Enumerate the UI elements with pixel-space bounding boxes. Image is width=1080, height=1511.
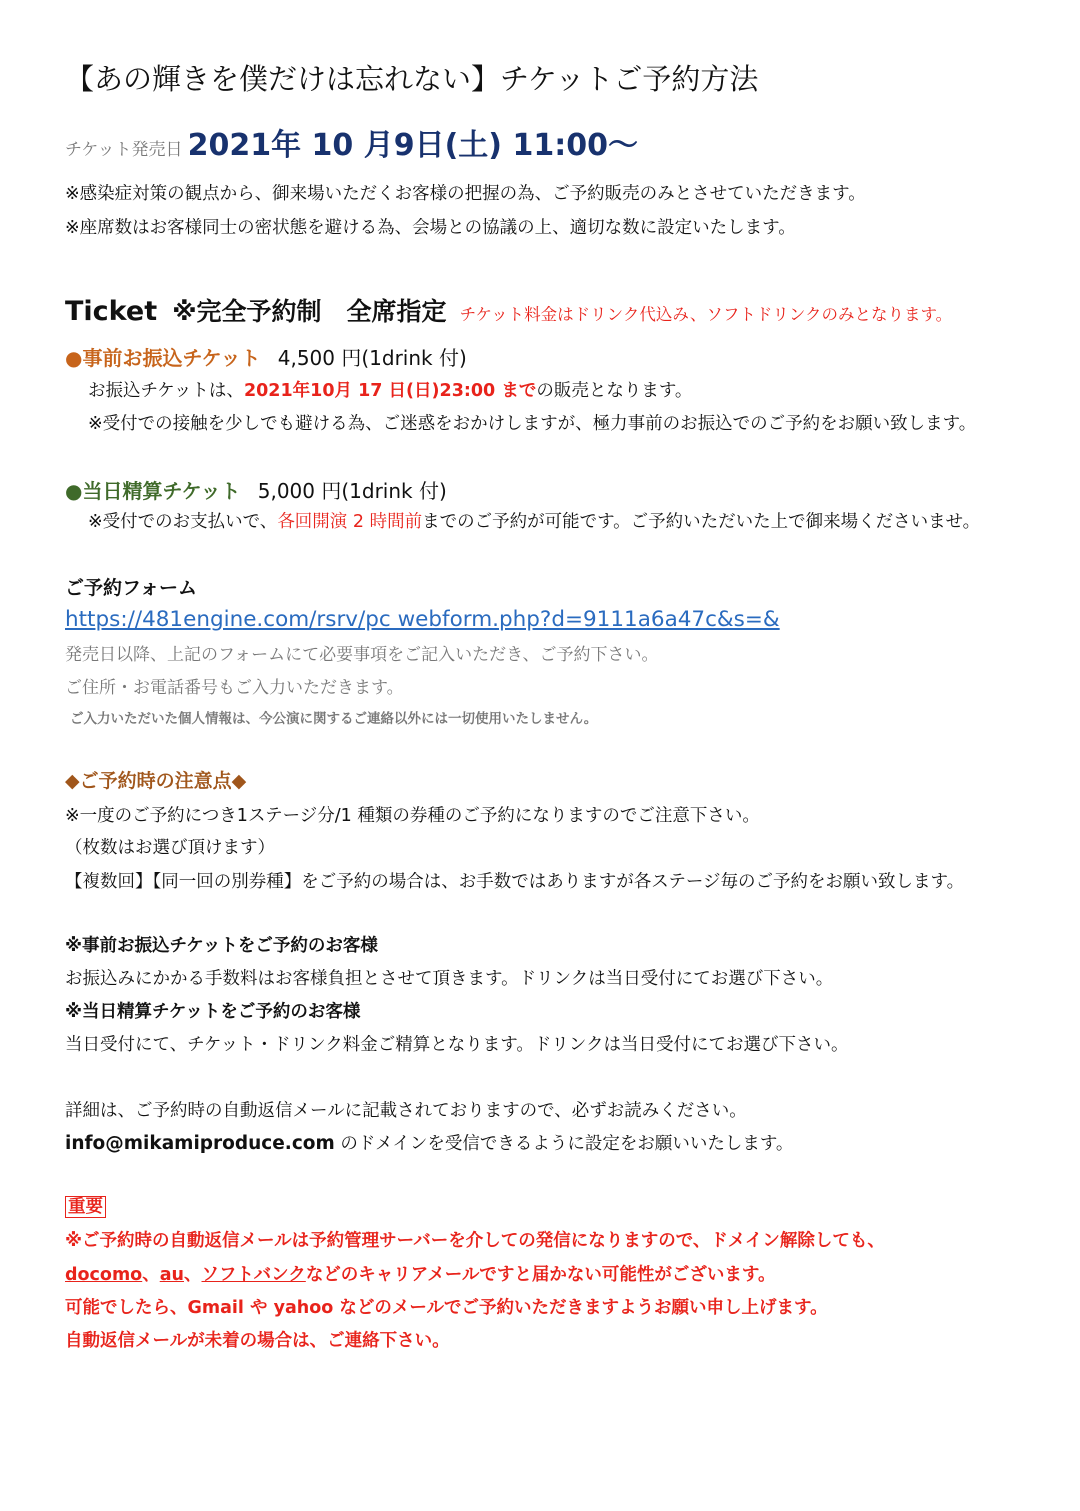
sameday-note-post: までのご予約が可能です。ご予約いただいた上で御来場くださいませ。 (422, 512, 981, 532)
ticket-drink-note: チケット料金はドリンク代込み、ソフトドリンクのみとなります。 (459, 305, 953, 324)
caution-line-3: 【複数回】【同一回の別券種】をご予約の場合は、お手数ではありますが各ステージ毎のご予約をお願い致します。 (65, 872, 965, 892)
important-label (65, 1197, 106, 1218)
advance-customer-heading: ※事前お振込チケットをご予約のお客様 (65, 936, 378, 956)
caution-line-1: ※一度のご予約につき1ステージ分/1 種類の券種のご予約になりますのでご注意下さい。 (65, 806, 760, 826)
sameday-customer-text: 当日受付にて、チケット・ドリンク料金ご精算となります。ドリンクは当日受付にてお選び下さい。 (65, 1035, 849, 1055)
sameday-note-pre: ※受付でのお支払いで、 (88, 512, 278, 532)
caution-heading: ◆ご予約時の注意点◆ (65, 770, 247, 792)
sameday-customer-heading: ※当日精算チケットをご予約のお客様 (65, 1002, 361, 1022)
carrier-sep-1: 、 (142, 1265, 160, 1285)
advance-customer-text: お振込みにかかる手数料はお客様負担とさせて頂きます。ドリンクは当日受付にてお選び下さい。 (65, 969, 834, 989)
form-heading: ご予約フォーム (65, 577, 198, 599)
form-note-1: 発売日以降、上記のフォームにて必要事項をご記入いただき、ご予約下さい。 (65, 645, 659, 665)
sameday-ticket-row (65, 479, 447, 503)
sameday-note-deadline: 各回開演 2 時間前 (277, 512, 423, 532)
carrier-au: au (159, 1265, 184, 1285)
carrier-softbank: ソフトバンク (201, 1265, 306, 1285)
note-infection: ※感染症対策の観点から、御来場いただくお客様の把握の為、ご予約販売のみとさせていただきます。 (65, 184, 866, 204)
sameday-note (88, 512, 980, 533)
sale-date: 2021年 10 月9日(土) 11:00～ (187, 128, 638, 163)
important-line-2-post: などのキャリアメールですと届かない可能性がございます。 (305, 1265, 776, 1285)
carrier-docomo: docomo (65, 1265, 143, 1285)
advance-deadline-pre: お振込チケットは、 (88, 381, 244, 401)
note-seats: ※座席数はお客様同士の密状態を避ける為、会場との協議の上、適切な数に設定いたします。 (65, 218, 796, 238)
ticket-header (65, 296, 952, 328)
details-line-2-post: のドメインを受信できるように設定をお願いいたします。 (334, 1134, 794, 1154)
advance-deadline-post: の販売となります。 (536, 381, 693, 401)
advance-ticket-name: ●事前お振込チケット (65, 346, 261, 370)
carrier-sep-2: 、 (184, 1265, 202, 1285)
important-line-1: ※ご予約時の自動返信メールは予約管理サーバーを介しての発信になりますので、ドメイン解除しても、 (65, 1231, 885, 1251)
ticket-system: ※完全予約制 全席指定 (172, 297, 447, 326)
advance-deadline (88, 381, 692, 402)
sameday-ticket-price: 5,000 円(1drink 付) (257, 479, 447, 503)
important-badge: 重要 (65, 1196, 106, 1218)
important-line-2 (65, 1265, 776, 1286)
details-line-2 (65, 1133, 793, 1155)
contact-email: info@mikamiproduce.com (65, 1133, 335, 1154)
page-title: 【あの輝きを僕だけは忘れない】チケットご予約方法 (65, 62, 759, 96)
advance-ticket-row (65, 346, 467, 370)
form-note-2: ご住所・お電話番号もご入力いただきます。 (65, 678, 404, 698)
ticket-word: Ticket (65, 296, 158, 327)
sameday-ticket-name: ●当日精算チケット (65, 479, 241, 503)
advance-ticket-price: 4,500 円(1drink 付) (277, 346, 467, 370)
important-line-3: 可能でしたら、Gmail や yahoo などのメールでご予約いただきますようお願い申し上げます。 (65, 1298, 828, 1318)
caution-line-2: （枚数はお選び頂けます） (65, 838, 275, 858)
details-line-1: 詳細は、ご予約時の自動返信メールに記載されておりますので、必ずお読みください。 (65, 1101, 747, 1121)
sale-date-row (65, 128, 638, 164)
form-note-privacy: ご入力いただいた個人情報は、今公演に関するご連絡以外には一切使用いたしません。 (70, 711, 598, 727)
advance-note: ※受付での接触を少しでも避ける為、ご迷惑をおかけしますが、極力事前のお振込でのご予約をお願い致します。 (88, 414, 977, 434)
form-url-link[interactable]: https://481engine.com/rsrv/pc webform.php?d=9111a6a47c&s=& (65, 607, 780, 632)
advance-deadline-date: 2021年10月 17 日(日)23:00 まで (243, 381, 537, 401)
sale-label: チケット発売日 (65, 140, 183, 160)
important-line-4: 自動返信メールが未着の場合は、ご連絡下さい。 (65, 1331, 450, 1351)
